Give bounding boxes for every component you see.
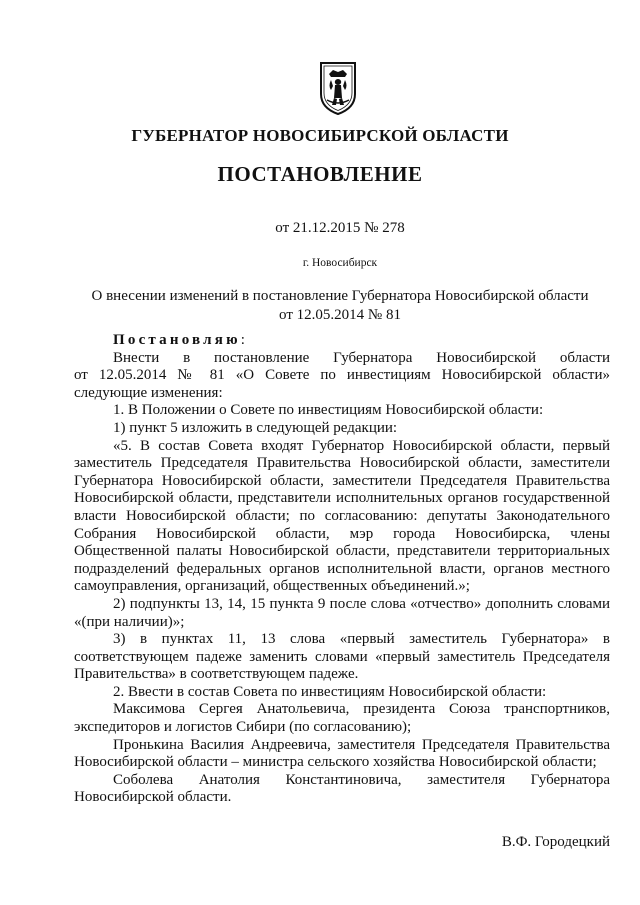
- document-subject: [70, 287, 610, 325]
- issuing-authority: ГУБЕРНАТОР НОВОСИБИРСКОЙ ОБЛАСТИ: [131, 126, 509, 145]
- document-city: г. Новосибирск: [302, 257, 378, 269]
- subject-line-1: О внесении изменений в постановление Губернатора Новосибирской области: [91, 288, 589, 304]
- resolve-paragraph: [74, 332, 610, 350]
- paragraph-item-1: 1. В Положении о Совете по инвестициям Новосибирской области:: [113, 402, 544, 419]
- paragraph-clause-5: «5. В состав Совета входят Губернатор Новосибирской области, первый заместитель Председателя Правительства Новосибирской области, заместители Губернатора Новосибирской области, заместители Председателя Правительства Новосибирской области, представители исполнительных органов государственной власти Новосибирской области; по согласованию: депутаты Законодательного Собрания Новосибирской области, мэр города Новосибирска, члены Общественной палаты Новосибирской области, представители территориальных подразделений федеральных органов исполнительной власти, органов местного самоуправления, организаций, общественных объединений.»;: [74, 437, 610, 595]
- paragraph-subitem-2: 2) подпункты 13, 14, 15 пункта 9 после слова «отчество» дополнить словами «(при наличии)»;: [74, 595, 610, 630]
- paragraph-intro-a: Внести в постановление Губернатора Новосибирской области: [113, 349, 610, 366]
- document-date-number: от 21.12.2015 № 278: [275, 220, 405, 236]
- paragraph-member-sobolev: Соболева Анатолия Константиновича, заместителя Губернатора Новосибирской области.: [74, 771, 610, 806]
- paragraph-member-maksimov: Максимова Сергея Анатольевича, президента Союза транспортников, экспедиторов и логистов Сибири (по согласованию);: [74, 701, 610, 736]
- paragraph-item-2: 2. Ввести в состав Совета по инвестициям Новосибирской области:: [113, 683, 547, 700]
- signatory-name: В.Ф. Городецкий: [501, 834, 610, 850]
- paragraph-member-pronkin: Пронькина Василия Андреевича, заместителя Председателя Правительства Новосибирской области – министра сельского хозяйства Новосибирской области;: [74, 736, 610, 771]
- coat-of-arms-icon: [318, 60, 358, 116]
- subject-line-2: от 12.05.2014 № 81: [279, 307, 401, 323]
- resolve-colon: :: [240, 332, 245, 348]
- paragraph-subitem-3: 3) в пунктах 11, 13 слова «первый заместитель Губернатора» в соответствующем падеже заменить словами «первый заместитель Председателя Правительства» в соответствующем падеже.: [74, 631, 610, 683]
- resolve-word: Постановляю: [113, 332, 241, 348]
- document-body: [74, 332, 610, 807]
- document-type: ПОСТАНОВЛЕНИЕ: [217, 162, 423, 186]
- paragraph-intro-b: от 12.05.2014 № 81 «О Совете по инвестициям Новосибирской области» следующие изменения:: [74, 367, 610, 401]
- paragraph-subitem-1: 1) пункт 5 изложить в следующей редакции:: [113, 419, 398, 436]
